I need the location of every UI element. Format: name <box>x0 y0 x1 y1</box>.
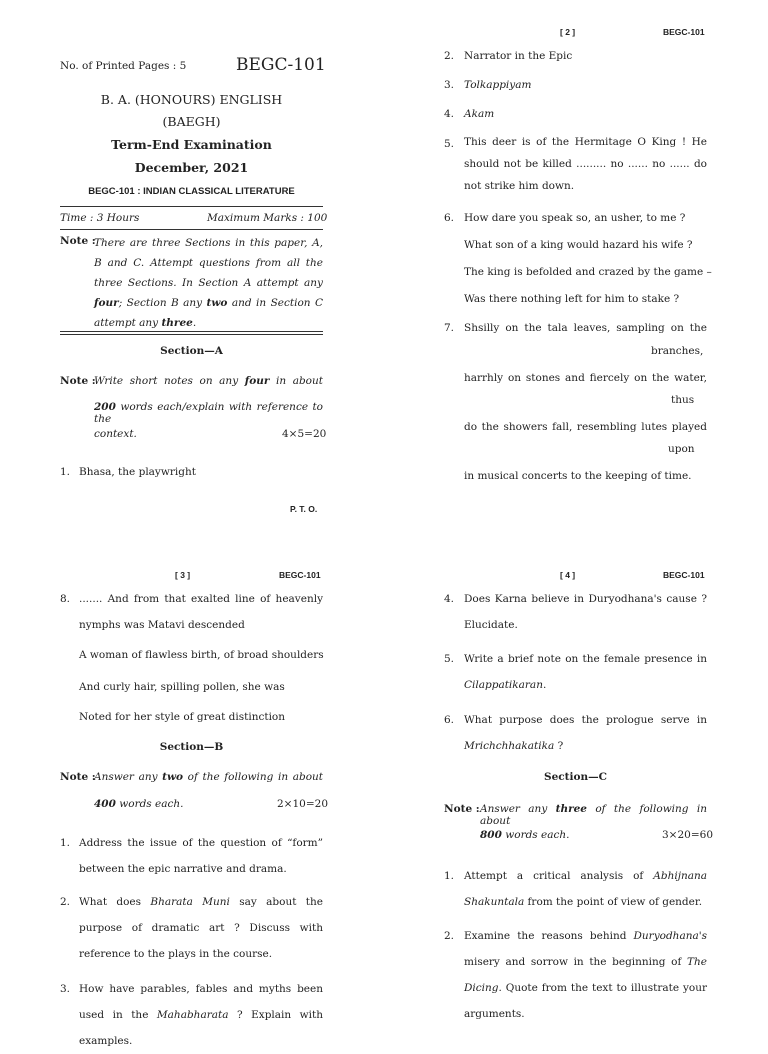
question-text: Write a brief note on the female presence in Cilappatikaran. <box>464 653 707 691</box>
section-b-note-label: Note : <box>60 771 96 783</box>
question-text: What purpose does the prologue serve in Mrichchhakatika ? <box>464 714 707 752</box>
question-number: 6. <box>444 212 455 224</box>
question-text: Attempt a critical analysis of Abhijnana Shakuntala from the point of view of gender. <box>464 870 707 908</box>
question-number: 5. <box>444 138 455 150</box>
pto-marker: P. T. O. <box>290 504 318 514</box>
exam-title: Term-End Examination <box>111 137 272 152</box>
verse-line: Shsilly on the tala leaves, sampling on the <box>464 322 707 334</box>
general-note: There are three Sections in this paper, A, B and C. Attempt questions from all the three Sections. In Section A attempt any four; Section B any two and in Section C attempt any three. <box>94 237 323 329</box>
page-number: [ 4 ] <box>560 570 576 580</box>
question-number: 4. <box>444 108 455 120</box>
double-rule <box>60 334 323 335</box>
question-text: Tolkappiyam <box>464 79 532 91</box>
section-a-note-line2: 200 words each/explain with reference to the <box>94 401 323 425</box>
question-number: 6. <box>444 714 455 726</box>
section-c-note-line2: 800 words each. <box>480 829 570 841</box>
section-c-heading: Section—C <box>544 771 607 783</box>
question-number: 2. <box>444 930 455 942</box>
question-text: Does Karna believe in Duryodhana's cause ? Elucidate. <box>464 593 707 631</box>
question-text: Address the issue of the question of “form” between the epic narrative and drama. <box>79 837 323 875</box>
question-text: What does Bharata Muni say about the purpose of dramatic art ? Discuss with reference to the plays in the course. <box>79 896 323 960</box>
section-a-marks: 4×5=20 <box>282 428 327 440</box>
verse-line: harrhly on stones and fiercely on the water, <box>464 372 707 384</box>
question-number: 4. <box>444 593 455 605</box>
verse-line: ....... And from that exalted line of heavenly <box>79 593 323 605</box>
section-c-note-line1: Answer any three of the following in about <box>480 803 707 827</box>
page-number: [ 2 ] <box>560 27 576 37</box>
verse-line: The king is befolded and crazed by the game – <box>464 266 712 278</box>
verse-line: What son of a king would hazard his wife ? <box>464 239 693 251</box>
verse-line-continued: branches, <box>651 345 704 357</box>
note-label: Note : <box>60 235 96 247</box>
section-b-note-line2: 400 words each. <box>94 798 184 810</box>
question-number: 2. <box>444 50 455 62</box>
question-text: Examine the reasons behind Duryodhana's misery and sorrow in the beginning of The Dicing. Quote from the text to illustrate your arguments. <box>464 930 707 1020</box>
verse-line: And curly hair, spilling pollen, she was <box>79 681 285 693</box>
question-number: 1. <box>444 870 455 882</box>
header-code: BEGC-101 <box>279 570 321 580</box>
verse-line: nymphs was Matavi descended <box>79 619 245 631</box>
double-rule <box>60 331 323 332</box>
divider <box>60 229 323 230</box>
question-text: How have parables, fables and myths been used in the Mahabharata ? Explain with examples. <box>79 983 323 1047</box>
degree-title: B. A. (HONOURS) ENGLISH <box>100 92 283 107</box>
section-a-note-label: Note : <box>60 375 96 387</box>
section-c-marks: 3×20=60 <box>662 829 713 841</box>
exam-session: December, 2021 <box>134 160 249 175</box>
section-b-note-line1: Answer any two of the following in about <box>94 771 323 783</box>
programme-title: (BAEGH) <box>162 114 221 129</box>
question-number: 5. <box>444 653 455 665</box>
question-number: 1. <box>60 837 71 849</box>
question-number: 3. <box>60 983 71 995</box>
page-number: [ 3 ] <box>175 570 191 580</box>
section-b-heading: Section—B <box>159 741 224 753</box>
section-b-marks: 2×10=20 <box>277 798 328 810</box>
question-text: Akam <box>464 108 495 120</box>
verse-line-continued: upon <box>668 443 695 455</box>
question-text: Narrator in the Epic <box>464 50 573 62</box>
verse-line: Was there nothing left for him to stake ? <box>464 293 680 305</box>
header-code: BEGC-101 <box>663 570 705 580</box>
printed-pages: No. of Printed Pages : 5 <box>60 60 187 72</box>
verse-line: How dare you speak so, an usher, to me ? <box>464 212 686 224</box>
verse-line: A woman of flawless birth, of broad shoulders <box>79 649 324 661</box>
course-title: BEGC-101 : INDIAN CLASSICAL LITERATURE <box>88 186 295 197</box>
header-code: BEGC-101 <box>663 27 705 37</box>
exam-time: Time : 3 Hours <box>60 212 140 224</box>
section-a-note-line1: Write short notes on any four in about <box>94 375 323 387</box>
verse-line-continued: thus <box>671 394 695 406</box>
paper-code: BEGC-101 <box>236 55 326 75</box>
max-marks: Maximum Marks : 100 <box>207 212 328 224</box>
divider <box>60 206 323 207</box>
question-number: 2. <box>60 896 71 908</box>
verse-line: do the showers fall, resembling lutes played <box>464 421 707 433</box>
question-number: 7. <box>444 322 455 334</box>
verse-line: Noted for her style of great distinction <box>79 711 286 723</box>
question-number: 3. <box>444 79 455 91</box>
question-number: 1. <box>60 466 71 478</box>
verse-line: in musical concerts to the keeping of time. <box>464 470 692 482</box>
section-a-heading: Section—A <box>160 345 223 357</box>
question-text: Bhasa, the playwright <box>79 466 196 478</box>
question-number: 8. <box>60 593 71 605</box>
section-a-note-line3: context. <box>94 428 137 440</box>
section-c-note-label: Note : <box>444 803 480 815</box>
question-text: This deer is of the Hermitage O King ! He should not be killed ......... no ...... no ...... do not strike him down. <box>464 136 707 192</box>
